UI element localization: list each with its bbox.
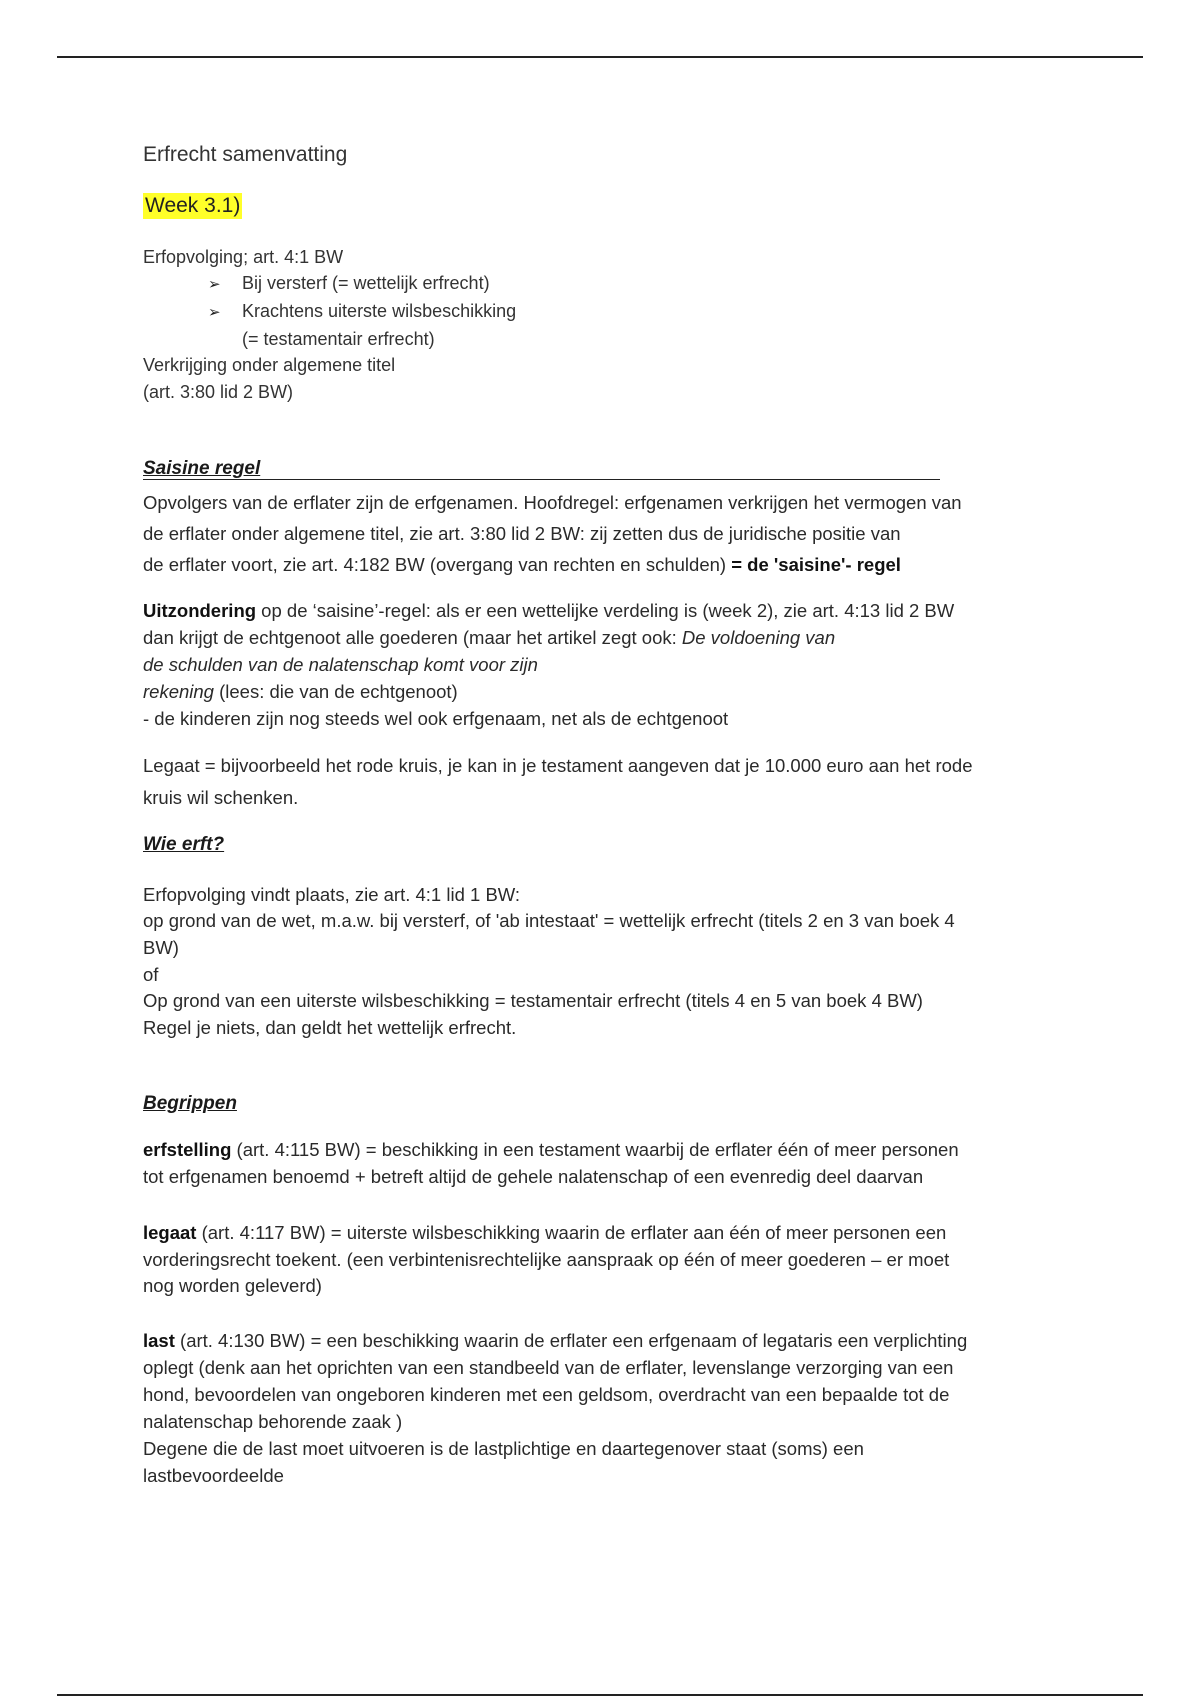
erfopvolging-bullets — [208, 270, 516, 353]
uitzondering-line1 — [143, 600, 954, 622]
uitzondering-line4 — [143, 681, 458, 703]
wie-line1: Erfopvolging vindt plaats, zie art. 4:1 lid 1 BW: — [143, 884, 521, 905]
last-text: (art. 4:130 BW) = een beschikking waarin de erflater een erfgenaam of legataris een verplichting — [174, 1330, 968, 1351]
uitzondering-line3: de schulden van de nalatenschap komt voor zijn — [143, 654, 538, 675]
legaat-example-line1: Legaat = bijvoorbeeld het rode kruis, je kan in je testament aangeven dat je 10.000 euro aan het rode — [143, 755, 973, 776]
saisine-heading-rule — [143, 479, 940, 480]
begrippen-heading: Begrippen — [143, 1093, 237, 1114]
saisine-p1-line3 — [143, 554, 901, 576]
last-line3: hond, bevoordelen van ongeboren kinderen met een geldsom, overdracht van een bepaalde tot de — [143, 1384, 950, 1405]
erfstelling-text: (art. 4:115 BW) = beschikking in een testament waarbij de erflater één of meer personen — [231, 1139, 959, 1160]
legaat-line2: vorderingsrecht toekent. (een verbintenisrechtelijke aanspraak op één of meer goederen – er moet — [143, 1249, 950, 1270]
uitzondering-term: Uitzondering — [143, 600, 257, 621]
bullet-text: Krachtens uiterste wilsbeschikking — [242, 301, 517, 321]
legaat-line3: nog worden geleverd) — [143, 1275, 322, 1296]
verkrijging-line-2: (art. 3:80 lid 2 BW) — [143, 382, 294, 402]
last-line1 — [143, 1330, 967, 1352]
wie-erft-heading: Wie erft? — [143, 834, 225, 855]
saisine-p1-line2: de erflater onder algemene titel, zie art. 3:80 lid 2 BW: zij zetten dus de juridische positie van — [143, 523, 901, 544]
saisine-heading: Saisine regel — [143, 458, 261, 479]
list-item — [208, 298, 516, 326]
wie-line4: of — [143, 964, 159, 985]
last-line6: lastbevoordeelde — [143, 1465, 284, 1486]
uitzondering-quote: rekening — [143, 681, 214, 702]
saisine-p1-line1: Opvolgers van de erflater zijn de erfgenamen. Hoofdregel: erfgenamen verkrijgen het vermogen van — [143, 492, 962, 513]
wie-line5: Op grond van een uiterste wilsbeschikking = testamentair erfrecht (titels 4 en 5 van boek 4 BW) — [143, 990, 923, 1011]
uitzondering-line5: - de kinderen zijn nog steeds wel ook erfgenaam, net als de echtgenoot — [143, 708, 729, 729]
last-term: last — [143, 1330, 175, 1351]
document-title: Erfrecht samenvatting — [143, 143, 348, 166]
legaat-example-line2: kruis wil schenken. — [143, 787, 299, 808]
arrow-bullet-icon: ➢ — [208, 276, 221, 293]
footer-rule — [57, 1694, 1143, 1696]
uitzondering-text: dan krijgt de echtgenoot alle goederen (maar het artikel zegt ook: — [143, 627, 682, 648]
uitzondering-text: (lees: die van de echtgenoot) — [213, 681, 458, 702]
uitzondering-line2 — [143, 627, 835, 649]
saisine-rule-emphasis: = de 'saisine'- regel — [731, 554, 901, 575]
wie-line2: op grond van de wet, m.a.w. bij versterf, of 'ab intestaat' = wettelijk erfrecht (titels 2 en 3 van boek 4 — [143, 910, 955, 931]
bullet-continuation: (= testamentair erfrecht) — [242, 329, 435, 349]
legaat-text: (art. 4:117 BW) = uiterste wilsbeschikking waarin de erflater aan één of meer personen een — [196, 1222, 947, 1243]
list-item — [208, 270, 516, 298]
header-rule — [57, 56, 1143, 58]
erfopvolging-heading: Erfopvolging; art. 4:1 BW — [143, 247, 344, 267]
last-line2: oplegt (denk aan het oprichten van een standbeeld van de erflater, levenslange verzorging van een — [143, 1357, 954, 1378]
week-highlight: Week 3.1) — [145, 194, 241, 217]
wie-line6: Regel je niets, dan geldt het wettelijk erfrecht. — [143, 1017, 517, 1038]
last-line4: nalatenschap behorende zaak ) — [143, 1411, 403, 1432]
erfstelling-line2: tot erfgenamen benoemd + betreft altijd de gehele nalatenschap of een evenredig deel daarvan — [143, 1166, 924, 1187]
saisine-p1-line3-text: de erflater voort, zie art. 4:182 BW (overgang van rechten en schulden) — [143, 554, 727, 575]
arrow-bullet-icon: ➢ — [208, 304, 221, 321]
wie-line3: BW) — [143, 937, 179, 958]
erfstelling-term: erfstelling — [143, 1139, 232, 1160]
legaat-line1 — [143, 1222, 946, 1244]
erfstelling-line1 — [143, 1139, 959, 1161]
bullet-text: Bij versterf (= wettelijk erfrecht) — [242, 273, 490, 293]
uitzondering-quote: De voldoening van — [681, 627, 836, 648]
legaat-term: legaat — [143, 1222, 197, 1243]
last-line5: Degene die de last moet uitvoeren is de lastplichtige en daartegenover staat (soms) een — [143, 1438, 864, 1459]
uitzondering-text: op de ‘saisine’-regel: als er een wettelijke verdeling is (week 2), zie art. 4:13 lid 2 BW — [256, 600, 955, 621]
verkrijging-line-1: Verkrijging onder algemene titel — [143, 355, 396, 375]
